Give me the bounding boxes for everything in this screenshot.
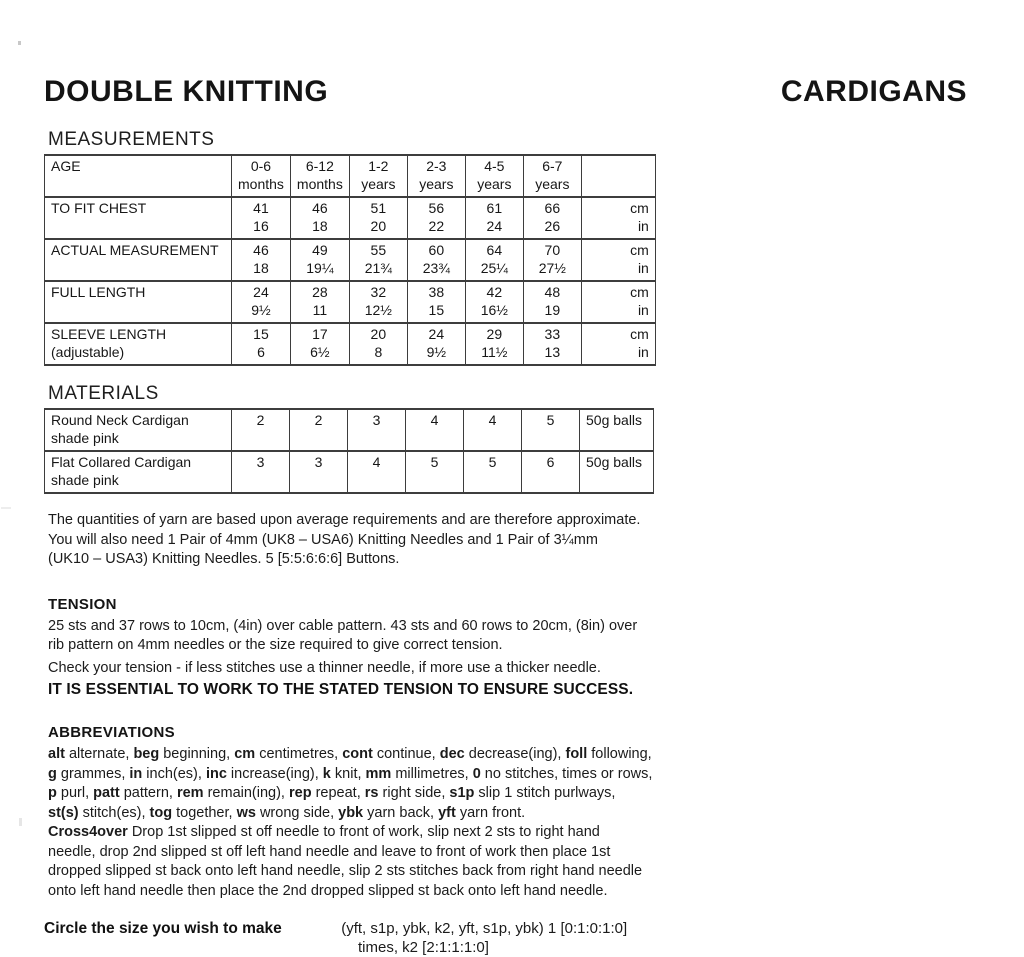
yarn-note-line: (UK10 – USA3) Knitting Needles. 5 [5:5:6:6:6] Buttons. [48, 551, 400, 567]
measure-cell: 46 18 [232, 239, 291, 281]
yarn-note-line: You will also need 1 Pair of 4mm (UK8 – USA6) Knitting Needles and 1 Pair of 3¼mm [48, 531, 598, 548]
balls-cell: 2 [232, 409, 290, 451]
table-row-to-fit-chest [45, 197, 656, 239]
table-row-flat-collared-cardigan [45, 451, 654, 493]
measure-cell: 32 12½ [349, 281, 407, 323]
balls-cell: 5 [464, 451, 522, 493]
table-row-sleeve-length [45, 323, 656, 365]
age-cell: 6-7 years [523, 155, 581, 197]
row-label: SLEEVE LENGTH (adjustable) [45, 323, 232, 365]
text-line: p purl, patt pattern, rem remain(ing), rep repeat, rs right side, s1p slip 1 stitch purlways, [48, 785, 616, 801]
row-label: Round Neck Cardigan shade pink [45, 409, 232, 451]
page-category: CARDIGANS [780, 75, 967, 108]
measure-cell: 28 11 [290, 281, 349, 323]
balls-cell: 3 [290, 451, 348, 493]
unit-cell: 50g balls [580, 409, 654, 451]
measure-cell: 56 22 [407, 197, 465, 239]
measure-cell: 64 25¼ [465, 239, 523, 281]
measure-cell: 20 8 [349, 323, 407, 365]
measure-cell: 29 11½ [465, 323, 523, 365]
unit-cell: cm in [581, 323, 655, 365]
circle-size-instruction: Circle the size you wish to make [44, 920, 282, 937]
row-label: ACTUAL MEASUREMENT [45, 239, 232, 281]
balls-cell: 4 [464, 409, 522, 451]
measure-cell: 38 15 [407, 281, 465, 323]
text-line: g grammes, in inch(es), inc increase(ing), k knit, mm millimetres, 0 no stitches, times or rows, [48, 765, 653, 782]
balls-cell: 5 [406, 451, 464, 493]
balls-cell: 6 [522, 451, 580, 493]
age-cell: 0-6 months [232, 155, 291, 197]
measure-cell: 55 21¾ [349, 239, 407, 281]
abbreviations-text [48, 745, 1024, 901]
row-label: TO FIT CHEST [45, 197, 232, 239]
tension-heading: TENSION [48, 595, 117, 613]
table-row-age [45, 155, 656, 197]
scan-artifact [19, 818, 22, 826]
yarn-quantity-note [48, 511, 1024, 570]
abbreviations-heading: ABBREVIATIONS [48, 724, 175, 741]
measure-cell: 51 20 [349, 197, 407, 239]
table-row-actual-measurement [45, 239, 656, 281]
measure-cell: 61 24 [465, 197, 523, 239]
tension-check-note: Check your tension - if less stitches use a thinner needle, if more use a thicker needle. [48, 659, 601, 676]
age-cell: 1-2 years [349, 155, 407, 197]
page-title: DOUBLE KNITTING [44, 75, 329, 108]
pattern-text-fragment: (yft, s1p, ybk, k2, yft, s1p, ybk) 1 [0:1:0:1:0] [341, 920, 628, 937]
text-line: st(s) stitch(es), tog together, ws wrong side, ybk yarn back, yft yarn front. [48, 804, 526, 821]
text-line: alt alternate, beg beginning, cm centimetres, cont continue, dec decrease(ing), foll following, [48, 746, 652, 762]
balls-cell: 3 [348, 409, 406, 451]
table-row-full-length [45, 281, 656, 323]
row-label: FULL LENGTH [45, 281, 232, 323]
measure-cell: 17 6½ [290, 323, 349, 365]
text-line: Cross4over Drop 1st slipped st off needle to front of work, slip next 2 sts to right hand [48, 824, 600, 840]
balls-cell: 4 [406, 409, 464, 451]
balls-cell: 4 [348, 451, 406, 493]
unit-cell: cm in [581, 239, 655, 281]
balls-cell: 3 [232, 451, 290, 493]
materials-table [44, 408, 654, 494]
measure-cell: 24 9½ [407, 323, 465, 365]
measure-cell: 42 16½ [465, 281, 523, 323]
measure-cell: 15 6 [232, 323, 291, 365]
balls-cell: 5 [522, 409, 580, 451]
measure-cell: 49 19¼ [290, 239, 349, 281]
table-row-round-neck-cardigan [45, 409, 654, 451]
footer-row [44, 920, 1024, 938]
measurements-heading: MEASUREMENTS [48, 129, 215, 150]
age-cell: 6-12 months [290, 155, 349, 197]
tension-paragraph [48, 617, 1024, 656]
measure-cell: 33 13 [523, 323, 581, 365]
tension-line: 25 sts and 37 rows to 10cm, (4in) over cable pattern. 43 sts and 60 rows to 20cm, (8in) over [48, 617, 638, 634]
materials-heading: MATERIALS [48, 383, 159, 404]
tension-warning: IT IS ESSENTIAL TO WORK TO THE STATED TENSION TO ENSURE SUCCESS. [48, 681, 634, 698]
measurements-table [44, 154, 656, 366]
measure-cell: 41 16 [232, 197, 291, 239]
unit-cell: cm in [581, 197, 655, 239]
row-label: Flat Collared Cardigan shade pink [45, 451, 232, 493]
title-row [44, 75, 967, 108]
unit-cell: 50g balls [580, 451, 654, 493]
measure-cell: 60 23¾ [407, 239, 465, 281]
age-cell: 4-5 years [465, 155, 523, 197]
age-cell: 2-3 years [407, 155, 465, 197]
unit-cell [581, 155, 655, 197]
measure-cell: 70 27½ [523, 239, 581, 281]
pattern-text-fragment-cutoff: times, k2 [2:1:1:1:0] [358, 939, 489, 956]
text-line: onto left hand needle then place the 2nd dropped slipped st back onto left hand needle. [48, 882, 608, 899]
tension-line: rib pattern on 4mm needles or the size required to give correct tension. [48, 637, 503, 653]
measure-cell: 46 18 [290, 197, 349, 239]
row-label: AGE [45, 155, 232, 197]
yarn-note-line: The quantities of yarn are based upon average requirements and are therefore approximate. [48, 512, 641, 528]
measure-cell: 48 19 [523, 281, 581, 323]
measure-cell: 66 26 [523, 197, 581, 239]
unit-cell: cm in [581, 281, 655, 323]
scan-artifact [1, 507, 11, 509]
balls-cell: 2 [290, 409, 348, 451]
measure-cell: 24 9½ [232, 281, 291, 323]
scan-artifact [18, 41, 21, 45]
text-line: dropped slipped st back onto left hand needle, slip 2 sts stitches back from right hand needle [48, 863, 643, 879]
text-line: needle, drop 2nd slipped st off left hand needle and leave to front of work then place 1st [48, 843, 611, 860]
